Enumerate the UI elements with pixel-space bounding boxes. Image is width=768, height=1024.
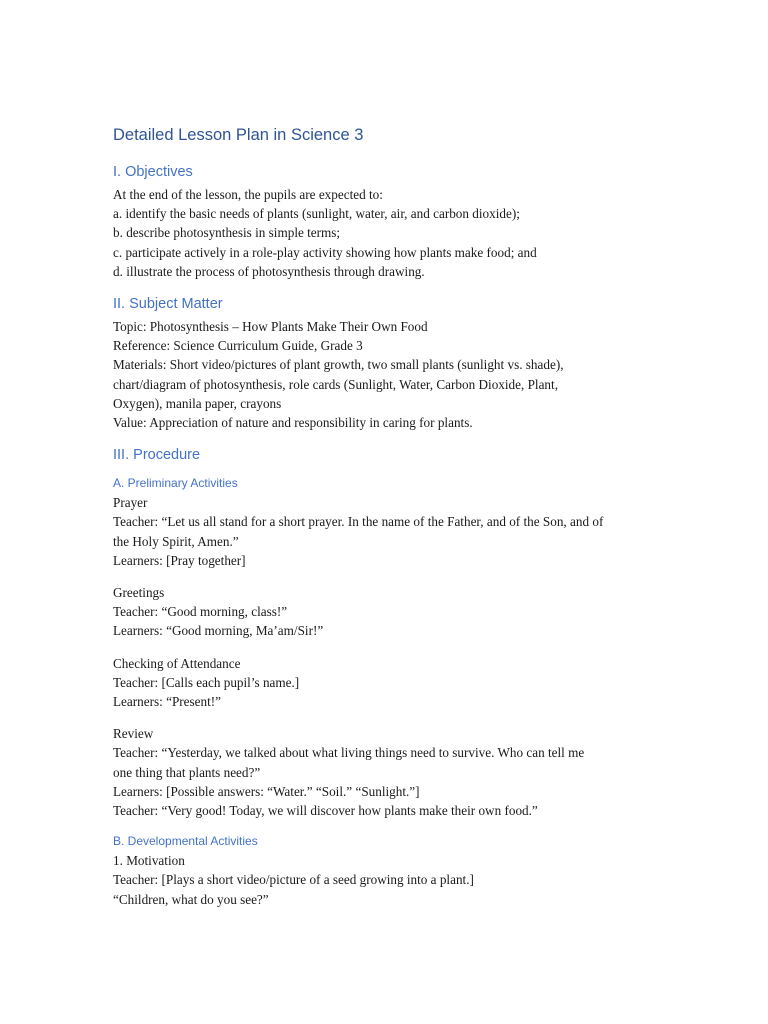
review-line: Teacher: “Yesterday, we talked about what living things need to survive. Who can tell me <box>113 745 585 761</box>
section-heading-procedure: III. Procedure <box>113 447 201 464</box>
objectives-line: c. participate actively in a role-play activity showing how plants make food; and <box>113 244 537 260</box>
motivation-line: 1. Motivation <box>113 853 185 869</box>
subheading-developmental-activities: B. Developmental Activities <box>113 834 258 849</box>
prayer-line: Learners: [Pray together] <box>113 552 246 568</box>
motivation-line: “Children, what do you see?” <box>113 891 269 907</box>
section-heading-objectives: I. Objectives <box>113 164 193 180</box>
greetings-line: Greetings <box>113 585 165 601</box>
objectives-line: d. illustrate the process of photosynthesis through drawing. <box>113 263 425 279</box>
greetings-line: Teacher: “Good morning, class!” <box>113 604 288 620</box>
subject-matter-line: Topic: Photosynthesis – How Plants Make Their Own Food <box>113 319 428 335</box>
subject-matter-line: Reference: Science Curriculum Guide, Grade 3 <box>113 338 363 354</box>
review-line: Learners: [Possible answers: “Water.” “Soil.” “Sunlight.”] <box>113 783 420 799</box>
objectives-line: a. identify the basic needs of plants (sunlight, water, air, and carbon dioxide); <box>113 206 520 222</box>
document-body <box>113 124 673 909</box>
subject-matter-line: Oxygen), manila paper, crayons <box>113 395 282 411</box>
motivation-line: Teacher: [Plays a short video/picture of a seed growing into a plant.] <box>113 872 474 888</box>
attendance-line: Teacher: [Calls each pupil’s name.] <box>113 674 300 690</box>
document-title: Detailed Lesson Plan in Science 3 <box>113 126 364 144</box>
review-line: Teacher: “Very good! Today, we will discover how plants make their own food.” <box>113 803 538 819</box>
subject-matter-line: chart/diagram of photosynthesis, role cards (Sunlight, Water, Carbon Dioxide, Plant, <box>113 376 558 392</box>
subject-matter-line: Materials: Short video/pictures of plant growth, two small plants (sunlight vs. shade), <box>113 357 564 373</box>
objectives-line: b. describe photosynthesis in simple terms; <box>113 225 341 241</box>
prayer-line: Prayer <box>113 495 148 511</box>
prayer-line: the Holy Spirit, Amen.” <box>113 533 239 549</box>
prayer-line: Teacher: “Let us all stand for a short prayer. In the name of the Father, and of the Son, and of <box>113 514 604 530</box>
attendance-line: Checking of Attendance <box>113 655 241 671</box>
review-line: one thing that plants need?” <box>113 764 261 780</box>
greetings-line: Learners: “Good morning, Ma’am/Sir!” <box>113 623 324 639</box>
attendance-line: Learners: “Present!” <box>113 694 222 710</box>
subject-matter-line: Value: Appreciation of nature and responsibility in caring for plants. <box>113 415 473 431</box>
review-line: Review <box>113 726 154 742</box>
section-heading-subject-matter: II. Subject Matter <box>113 296 223 313</box>
subheading-preliminary-activities: A. Preliminary Activities <box>113 476 238 491</box>
objectives-line: At the end of the lesson, the pupils are expected to: <box>113 187 383 202</box>
